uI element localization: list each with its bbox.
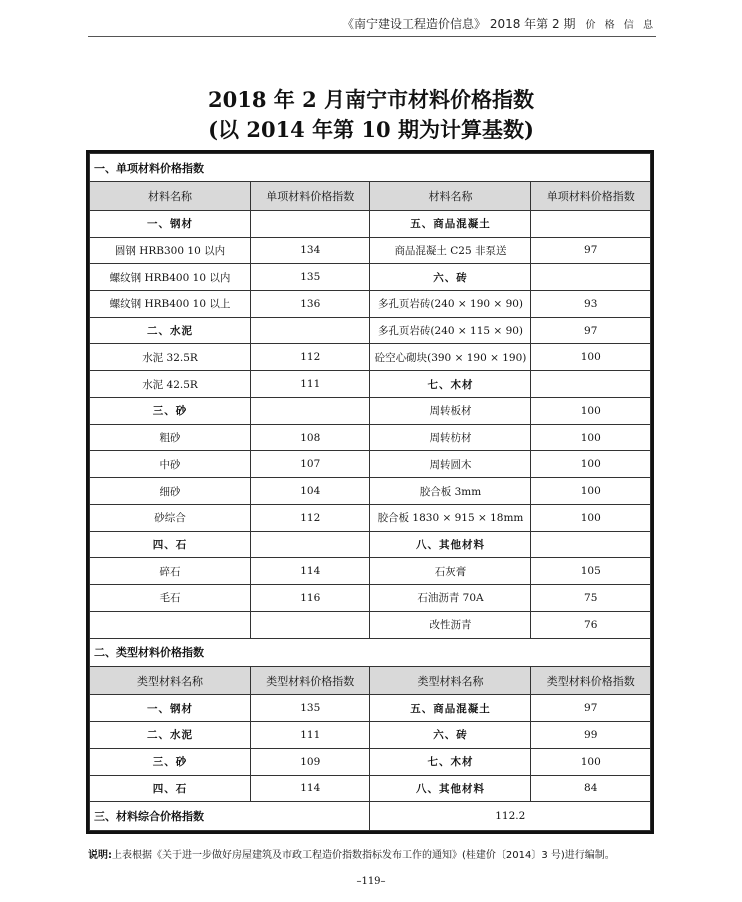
index-value: [251, 611, 370, 638]
index-value: [251, 397, 370, 424]
material-name: 多孔页岩砖(240 × 190 × 90): [370, 291, 531, 318]
material-name: 砼空心砌块(390 × 190 × 190): [370, 344, 531, 371]
index-value: 97: [531, 237, 651, 264]
section3-label: 三、材料综合价格指数: [90, 802, 370, 831]
material-name: 四、石: [90, 775, 251, 802]
column-header: 类型材料价格指数: [251, 666, 370, 694]
index-value: 100: [531, 748, 651, 775]
index-value: [251, 317, 370, 344]
column-header: 类型材料名称: [90, 666, 251, 694]
index-value: 114: [251, 558, 370, 585]
table-row: [90, 611, 651, 638]
index-value: 136: [251, 291, 370, 318]
table-row: [90, 558, 651, 585]
material-name: 胶合板 1830 × 915 × 18mm: [370, 504, 531, 531]
index-value: 107: [251, 451, 370, 478]
material-name: 螺纹钢 HRB400 10 以上: [90, 291, 251, 318]
material-name: 一、钢材: [90, 210, 251, 237]
index-value: [531, 210, 651, 237]
table-row: [90, 237, 651, 264]
header-row: [90, 666, 651, 694]
index-value: 93: [531, 291, 651, 318]
material-name: 二、水泥: [90, 317, 251, 344]
table-row: [90, 264, 651, 291]
table-row: [90, 748, 651, 775]
table-row: [90, 344, 651, 371]
index-value: 100: [531, 397, 651, 424]
page-header: [88, 12, 656, 37]
price-index-table: [89, 153, 651, 831]
material-name: 四、石: [90, 531, 251, 558]
material-name: 砂综合: [90, 504, 251, 531]
index-value: 104: [251, 478, 370, 505]
index-value: 99: [531, 722, 651, 749]
index-value: 135: [251, 264, 370, 291]
index-value: 100: [531, 504, 651, 531]
material-name: 周转枋材: [370, 424, 531, 451]
index-value: 76: [531, 611, 651, 638]
material-name: 改性沥青: [370, 611, 531, 638]
index-value: 111: [251, 722, 370, 749]
material-name: 商品混凝土 C25 非泵送: [370, 237, 531, 264]
column-header: 类型材料价格指数: [531, 666, 651, 694]
composite-index-value: 112.2: [370, 802, 651, 831]
column-header: 材料名称: [370, 182, 531, 210]
index-value: 97: [531, 317, 651, 344]
material-name: 八、其他材料: [370, 775, 531, 802]
index-value: 134: [251, 237, 370, 264]
material-name: 七、木材: [370, 748, 531, 775]
index-value: 108: [251, 424, 370, 451]
material-name: 水泥 32.5R: [90, 344, 251, 371]
column-header: 材料名称: [90, 182, 251, 210]
material-name: 周转圆木: [370, 451, 531, 478]
table-row: [90, 397, 651, 424]
index-value: 100: [531, 344, 651, 371]
table-row: [90, 478, 651, 505]
material-name: 六、砖: [370, 264, 531, 291]
material-name: 中砂: [90, 451, 251, 478]
footnote-prefix: 说明:: [88, 850, 112, 861]
header-row: [90, 182, 651, 210]
material-name: 水泥 42.5R: [90, 371, 251, 398]
index-value: [251, 531, 370, 558]
table-row: [90, 531, 651, 558]
index-value: [251, 210, 370, 237]
table-row: [90, 371, 651, 398]
index-value: 112: [251, 504, 370, 531]
table-row: [90, 317, 651, 344]
index-value: 116: [251, 585, 370, 612]
table-row: [90, 504, 651, 531]
material-name: 细砂: [90, 478, 251, 505]
material-name: 三、砂: [90, 748, 251, 775]
material-name: [90, 611, 251, 638]
material-name: 石油沥青 70A: [370, 585, 531, 612]
section-tag: 价 格 信 息: [585, 20, 656, 31]
footnote: [88, 846, 615, 861]
index-value: 135: [251, 695, 370, 722]
page-subtitle: (以 2014 年第 10 期为计算基数): [208, 117, 534, 142]
index-value: 75: [531, 585, 651, 612]
table-row: [90, 775, 651, 802]
column-header: 类型材料名称: [370, 666, 531, 694]
material-name: 八、其他材料: [370, 531, 531, 558]
material-name: 碎石: [90, 558, 251, 585]
section1-label: 一、单项材料价格指数: [90, 154, 651, 182]
index-value: [531, 531, 651, 558]
column-header: 单项材料价格指数: [251, 182, 370, 210]
index-value: [531, 371, 651, 398]
index-value: 100: [531, 451, 651, 478]
material-name: 石灰膏: [370, 558, 531, 585]
material-name: 粗砂: [90, 424, 251, 451]
index-value: 100: [531, 478, 651, 505]
table-row: [90, 695, 651, 722]
material-name: 六、砖: [370, 722, 531, 749]
index-value: 111: [251, 371, 370, 398]
material-name: 五、商品混凝土: [370, 695, 531, 722]
page-title: 2018 年 2 月南宁市材料价格指数: [208, 87, 534, 112]
material-name: 三、砂: [90, 397, 251, 424]
index-value: 100: [531, 424, 651, 451]
material-name: 七、木材: [370, 371, 531, 398]
material-name: 螺纹钢 HRB400 10 以内: [90, 264, 251, 291]
price-index-table-wrapper: [86, 150, 654, 834]
index-value: 114: [251, 775, 370, 802]
index-value: 109: [251, 748, 370, 775]
table-row: [90, 291, 651, 318]
index-value: 105: [531, 558, 651, 585]
table-row: [90, 722, 651, 749]
footnote-text: 上表根据《关于进一步做好房屋建筑及市政工程造价指数指标发布工作的通知》(桂建价〔2014〕3 号)进行编制。: [112, 850, 615, 861]
material-name: 圆钢 HRB300 10 以内: [90, 237, 251, 264]
material-name: 胶合板 3mm: [370, 478, 531, 505]
table-row: [90, 585, 651, 612]
index-value: [531, 264, 651, 291]
material-name: 毛石: [90, 585, 251, 612]
column-header: 单项材料价格指数: [531, 182, 651, 210]
material-name: 五、商品混凝土: [370, 210, 531, 237]
material-name: 多孔页岩砖(240 × 115 × 90): [370, 317, 531, 344]
table-row: [90, 424, 651, 451]
material-name: 周转板材: [370, 397, 531, 424]
section-row: [90, 154, 651, 182]
table-row: [90, 451, 651, 478]
page-number: –119–: [356, 876, 386, 887]
publication-title: 《南宁建设工程造价信息》 2018 年第 2 期: [342, 17, 576, 31]
material-name: 一、钢材: [90, 695, 251, 722]
index-value: 112: [251, 344, 370, 371]
index-value: 97: [531, 695, 651, 722]
table-body: [90, 154, 651, 831]
section-row: [90, 802, 651, 831]
material-name: 二、水泥: [90, 722, 251, 749]
section-row: [90, 638, 651, 666]
table-row: [90, 210, 651, 237]
section2-label: 二、类型材料价格指数: [90, 638, 651, 666]
index-value: 84: [531, 775, 651, 802]
